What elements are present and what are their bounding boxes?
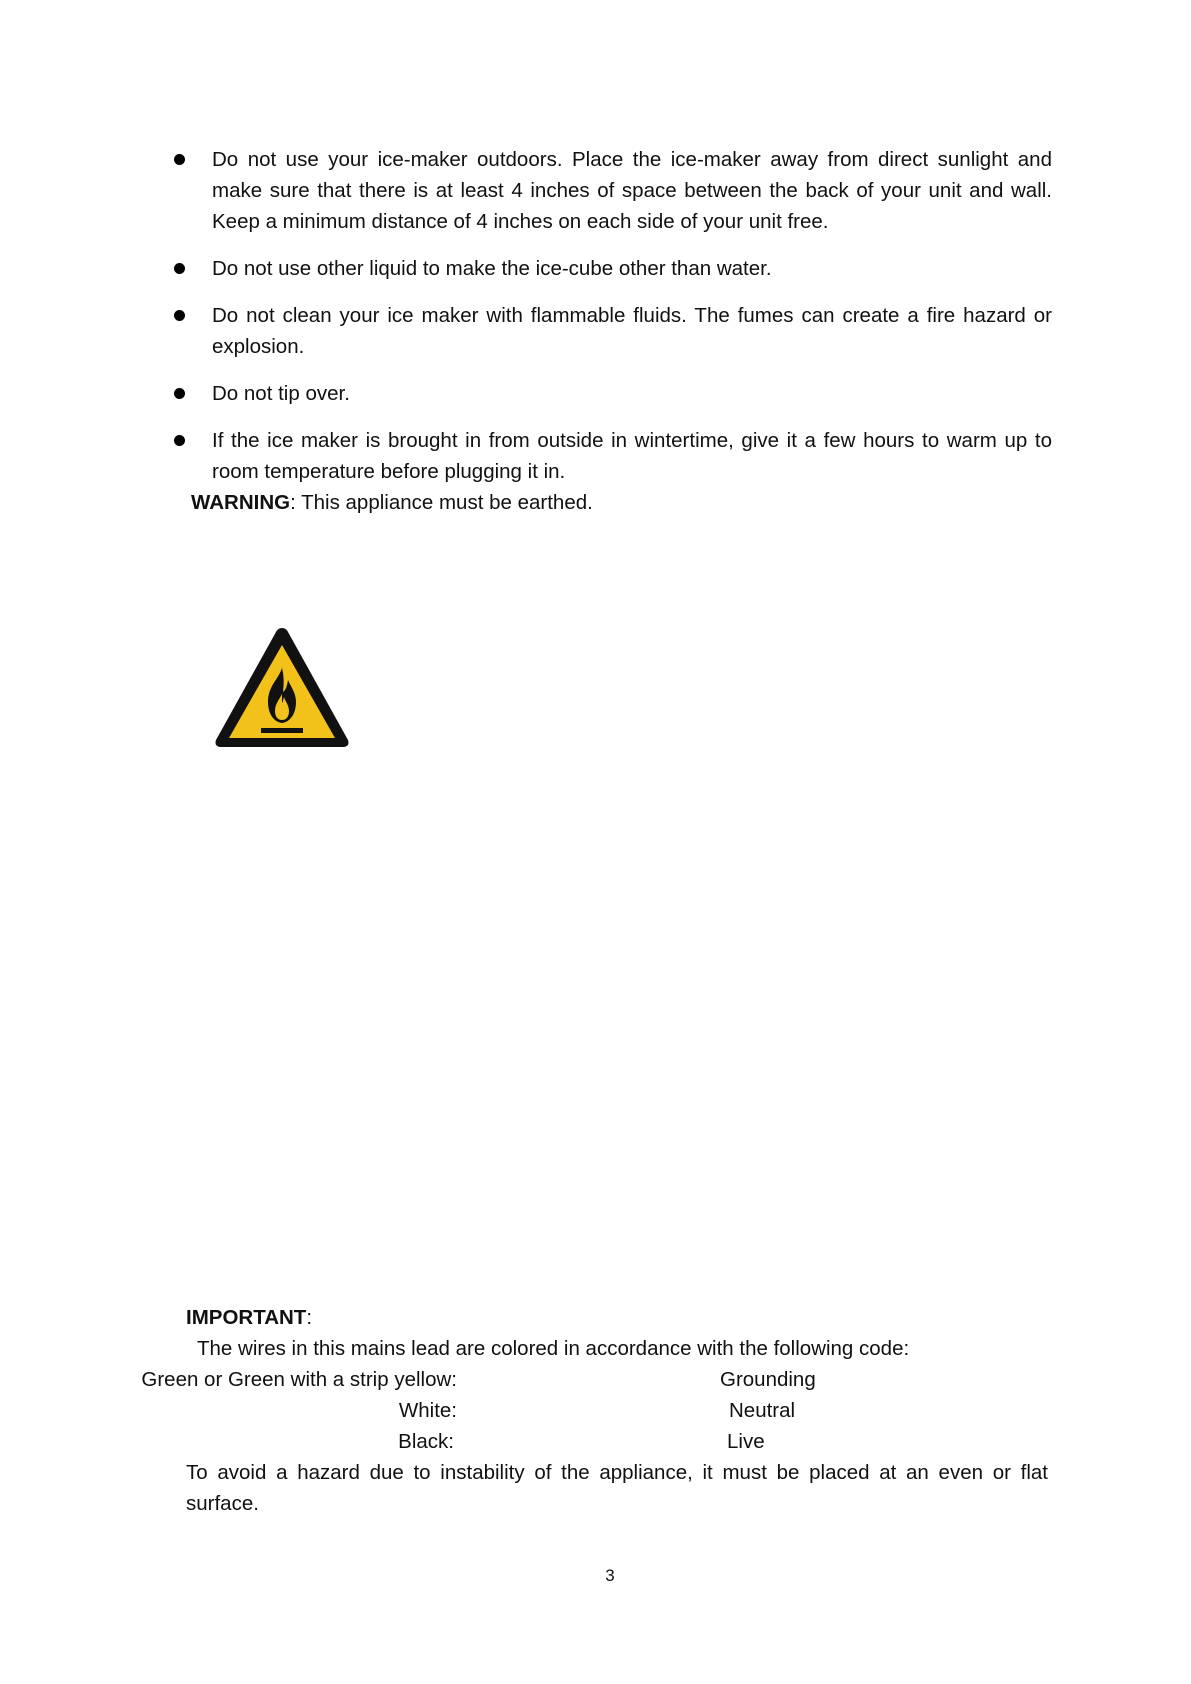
warning-text: : This appliance must be earthed. <box>290 491 593 514</box>
bullet-text: If the ice maker is brought in from outside in wintertime, give it a few hours to warm up to room temperature before plugging it in. <box>212 429 1052 483</box>
flammable-warning-icon <box>212 624 352 752</box>
bullet-text: Do not use other liquid to make the ice-cube other than water. <box>212 257 772 280</box>
page-number: 3 <box>605 1566 615 1585</box>
important-heading <box>186 1302 1048 1333</box>
bullet-dot-icon <box>174 435 185 446</box>
warning-label: WARNING <box>191 491 291 514</box>
bullet-text: Do not tip over. <box>212 382 350 405</box>
wire-function-label: Live <box>727 1430 765 1453</box>
bullet-item <box>172 253 1052 284</box>
bullet-item <box>172 425 1052 487</box>
flame-base-line <box>261 728 303 733</box>
bullet-dot-icon <box>174 310 185 321</box>
important-suffix: : <box>306 1306 313 1329</box>
bullet-dot-icon <box>174 154 185 165</box>
wire-color-label: Green or Green with a strip yellow: <box>141 1368 457 1391</box>
wire-color-label: Black: <box>398 1430 454 1453</box>
wire-row <box>186 1426 1048 1457</box>
bullet-dot-icon <box>174 263 185 274</box>
wire-code-intro: The wires in this mains lead are colored in accordance with the following code: <box>197 1337 910 1360</box>
warning-note <box>191 487 593 518</box>
safety-bullet-list <box>172 144 1052 503</box>
wire-function-label: Grounding <box>720 1368 816 1391</box>
wire-row <box>141 1364 1048 1395</box>
wire-function-label: Neutral <box>729 1399 796 1422</box>
wire-color-label: White: <box>398 1399 457 1422</box>
important-label: IMPORTANT <box>186 1306 307 1329</box>
wire-row <box>186 1395 1048 1426</box>
bullet-item <box>172 300 1052 362</box>
bullet-item <box>172 378 1052 409</box>
bullet-dot-icon <box>174 388 185 399</box>
bullet-text: Do not use your ice-maker outdoors. Place the ice-maker away from direct sunlight and make sure that there is at least 4 inches of space between the back of your unit and wall. Keep a minimum distance of 4 inches on each side of your unit free. <box>212 148 1052 233</box>
bullet-item <box>172 144 1052 237</box>
important-section <box>141 1302 1048 1519</box>
bullet-text: Do not clean your ice maker with flammable fluids. The fumes can create a fire hazard or explosion. <box>212 304 1052 358</box>
stability-note: To avoid a hazard due to instability of the appliance, it must be placed at an even or flat surface. <box>186 1461 1048 1515</box>
